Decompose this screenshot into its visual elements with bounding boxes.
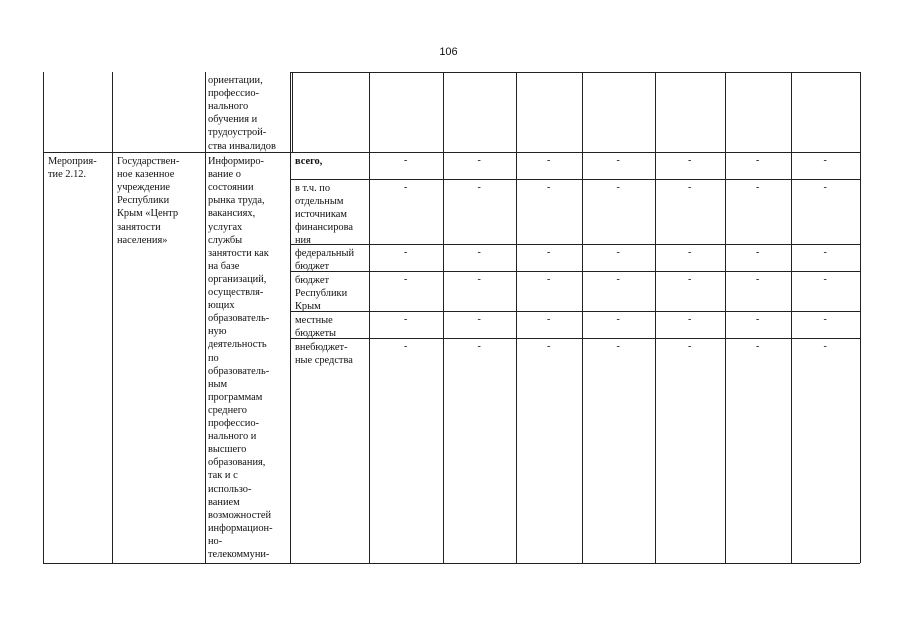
funding-value: -: [404, 247, 408, 258]
funding-value: -: [477, 247, 481, 258]
funding-value: -: [688, 182, 692, 193]
funding-value: -: [547, 182, 551, 193]
funding-value: -: [616, 182, 620, 193]
column-border: [112, 72, 113, 563]
funding-source-label: источникам: [295, 209, 347, 221]
funding-value: -: [823, 182, 827, 193]
column-border: [443, 72, 444, 563]
funding-value: -: [404, 155, 408, 166]
event-description-line: среднего: [208, 404, 247, 416]
row-border: [290, 271, 860, 272]
row-border: [290, 311, 860, 312]
funding-value: -: [823, 247, 827, 258]
event-description-line: ную: [208, 326, 227, 338]
event-executor-line: Республики: [117, 195, 170, 207]
row-border: [290, 338, 860, 339]
funding-source-label: отдельным: [295, 196, 344, 208]
funding-value: -: [756, 247, 760, 258]
funding-value: -: [477, 155, 481, 166]
funding-value: -: [756, 314, 760, 325]
funding-source-label: Республики: [295, 288, 348, 300]
funding-value: -: [547, 274, 551, 285]
funding-value: -: [756, 182, 760, 193]
event-description-line: состоянии: [208, 182, 254, 194]
event-description-line: по: [208, 352, 219, 364]
event-description-line: осуществля-: [208, 287, 264, 298]
funding-value: -: [688, 314, 692, 325]
event-description-line: образователь-: [208, 313, 270, 325]
funding-value: -: [547, 247, 551, 258]
funding-source-label: местные: [295, 315, 333, 326]
event-description-line: вание о: [208, 169, 241, 181]
funding-value: -: [616, 314, 620, 325]
funding-value: -: [756, 341, 760, 352]
funding-value: -: [616, 341, 620, 352]
event-description-line: нального и: [208, 431, 257, 443]
event-code-line: тие 2.12.: [48, 169, 87, 181]
row-border: [43, 152, 860, 153]
continued-description-line: профессио-: [208, 88, 259, 100]
event-executor-line: Государствен-: [117, 156, 180, 167]
funding-value: -: [688, 155, 692, 166]
event-description-line: на базе: [208, 260, 240, 272]
funding-value: -: [477, 182, 481, 193]
column-border: [205, 72, 206, 563]
event-description-line: так и с: [208, 470, 238, 482]
funding-source-label: бюджет: [295, 275, 330, 286]
event-description-line: ным: [208, 378, 228, 390]
funding-source-label: ния: [295, 235, 311, 247]
funding-value: -: [616, 155, 620, 166]
funding-value: -: [823, 274, 827, 285]
funding-value: -: [823, 314, 827, 325]
row-border: [43, 563, 860, 564]
continued-description-line: ориентации,: [208, 75, 263, 86]
event-description-line: службы: [208, 234, 243, 246]
event-description-line: вакансиях,: [208, 208, 256, 220]
funding-source-label: финансирова: [295, 222, 353, 234]
funding-value: -: [823, 341, 827, 352]
funding-source-label: в т.ч. по: [295, 183, 331, 194]
funding-source-label: всего,: [295, 156, 323, 167]
event-description-line: информацион-: [208, 522, 273, 534]
funding-value: -: [688, 274, 692, 285]
funding-value: -: [756, 274, 760, 285]
column-border: [655, 72, 656, 563]
funding-value: -: [616, 247, 620, 258]
funding-value: -: [477, 274, 481, 285]
continued-description-line: ства инвалидов: [208, 140, 276, 152]
funding-source-label: внебюджет-: [295, 342, 348, 353]
event-code-line: Мероприя-: [48, 156, 97, 167]
event-description-line: высшего: [208, 444, 247, 456]
row-border: [290, 244, 860, 245]
column-border: [725, 72, 726, 563]
event-description-line: рынка труда,: [208, 195, 265, 207]
funding-value: -: [547, 341, 551, 352]
page-number: 106: [439, 46, 458, 58]
row-border: [290, 179, 860, 180]
funding-value: -: [616, 274, 620, 285]
continued-description-line: трудоустрой-: [208, 127, 267, 139]
funding-value: -: [404, 314, 408, 325]
funding-value: -: [404, 182, 408, 193]
funding-source-label: Крым: [295, 301, 321, 313]
event-description-line: возможностей: [208, 509, 272, 521]
event-description-line: организаций,: [208, 273, 267, 285]
event-executor-line: учреждение: [117, 182, 171, 194]
column-border: [292, 72, 293, 152]
event-description-line: услугах: [208, 221, 243, 233]
column-border: [290, 72, 291, 563]
funding-source-label: ные средства: [295, 355, 353, 367]
event-description-line: но-: [208, 535, 223, 547]
event-description-line: образователь-: [208, 365, 270, 377]
funding-value: -: [756, 155, 760, 166]
column-border: [369, 72, 370, 563]
event-description-line: образования,: [208, 457, 266, 469]
event-executor-line: ное казенное: [117, 169, 175, 181]
event-description-line: использо-: [208, 483, 252, 495]
funding-value: -: [547, 155, 551, 166]
event-description-line: занятости как: [208, 247, 269, 259]
event-description-line: телекоммуни-: [208, 549, 270, 560]
funding-value: -: [688, 341, 692, 352]
funding-source-label: бюджет: [295, 261, 330, 273]
funding-value: -: [547, 314, 551, 325]
funding-source-label: федеральный: [295, 248, 355, 259]
column-border: [516, 72, 517, 563]
continued-description-line: нального: [208, 101, 249, 113]
funding-value: -: [823, 155, 827, 166]
event-description-line: ющих: [208, 300, 235, 312]
column-border: [582, 72, 583, 563]
column-border: [791, 72, 792, 563]
funding-value: -: [404, 274, 408, 285]
column-border: [43, 72, 44, 563]
funding-value: -: [477, 314, 481, 325]
row-border: [290, 72, 860, 73]
event-description-line: программам: [208, 391, 263, 403]
event-description-line: ванием: [208, 496, 240, 508]
continued-description-line: обучения и: [208, 114, 258, 126]
event-executor-line: Крым «Центр: [117, 208, 179, 220]
column-border: [860, 72, 861, 563]
funding-source-label: бюджеты: [295, 328, 336, 340]
funding-value: -: [404, 341, 408, 352]
event-executor-line: населения»: [117, 234, 168, 246]
event-executor-line: занятости: [117, 221, 161, 233]
funding-value: -: [688, 247, 692, 258]
funding-value: -: [477, 341, 481, 352]
event-description-line: Информиро-: [208, 156, 265, 167]
event-description-line: деятельность: [208, 339, 267, 351]
event-description-line: профессио-: [208, 418, 259, 429]
